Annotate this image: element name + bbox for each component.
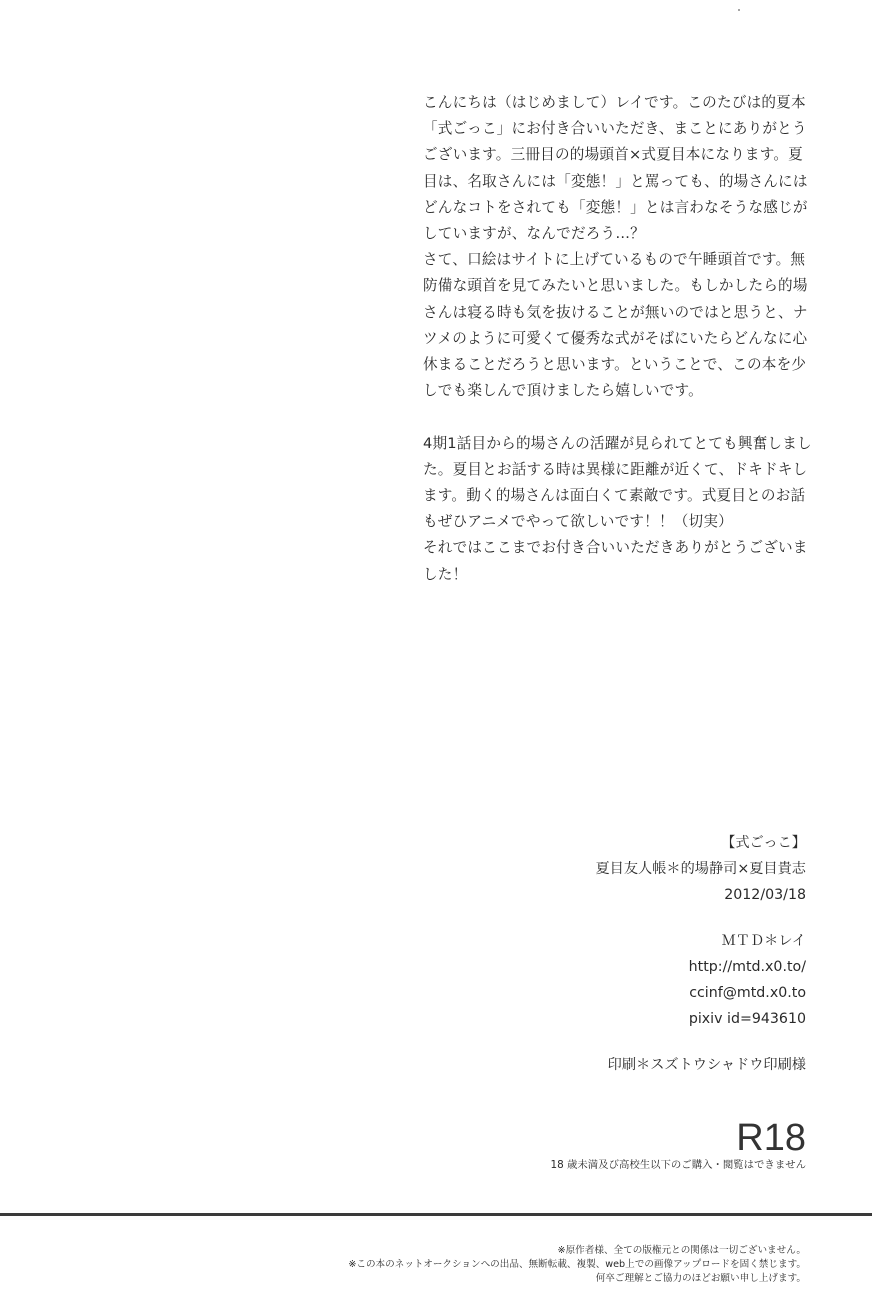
circle-name: ＭＴＤ＊レイ xyxy=(721,933,806,949)
rating-note: 18 歳未満及び高校生以下のご購入・閲覧はできません xyxy=(550,1159,806,1171)
afterword-line: していますが、なんでだろう…？ xyxy=(423,225,645,243)
rating-mark: R18 xyxy=(736,1117,806,1159)
colophon-spacer xyxy=(595,908,806,928)
age-rating xyxy=(550,1118,806,1172)
notice-line: ※この本のネットオークションへの出品、無断転載、複製、web上での画像アップロードを固く禁じます。 xyxy=(348,1259,806,1270)
afterword-line: 4期1話目から的場さんの活躍が見られてとても興奮しまし xyxy=(423,434,812,452)
colophon xyxy=(595,830,806,1078)
paper-speck xyxy=(738,9,740,11)
afterword-line: 目は、名取さんには「変態！」と罵っても、的場さんには xyxy=(423,172,808,190)
afterword-line: こんにちは（はじめまして）レイです。このたびは的夏本 xyxy=(423,94,806,111)
afterword-line: ございます。三冊目の的場頭首×式夏目本になります。夏 xyxy=(423,146,803,164)
afterword-line: さて、口絵はサイトに上げているもので午睡頭首です。無 xyxy=(423,251,806,269)
afterword-line: それではここまでお付き合いいただきありがとうございま xyxy=(423,539,808,557)
publish-date: 2012/03/18 xyxy=(724,887,806,903)
afterword-line: 防備な頭首を見てみたいと思いました。もしかしたら的場 xyxy=(423,277,808,295)
contact-email: ccinf@mtd.x0.to xyxy=(689,985,806,1001)
afterword-line: しでも楽しんで頂けましたら嬉しいです。 xyxy=(423,382,703,400)
afterword-line: さんは寝る時も気を抜けることが無いのではと思うと、ナ xyxy=(423,303,808,321)
afterword-line: た。夏目とお話する時は異様に距離が近くて、ドキドキし xyxy=(423,460,808,478)
afterword-text xyxy=(423,90,815,588)
site-url: http://mtd.x0.to/ xyxy=(688,959,806,975)
pairing-line: 夏目友人帳＊的場静司×夏目貴志 xyxy=(595,861,806,877)
pixiv-id: pixiv id=943610 xyxy=(688,1011,806,1027)
notice-line: ※原作者様、全ての版権元との関係は一切ございません。 xyxy=(557,1245,806,1256)
colophon-spacer xyxy=(595,1032,806,1052)
copyright-notice xyxy=(348,1244,806,1286)
printer-credit: 印刷＊スズトウシャドウ印刷様 xyxy=(607,1057,806,1073)
afterword-line: どんなコトをされても「変態！」とは言わなそうな感じが xyxy=(423,198,808,216)
divider-rule xyxy=(0,1213,872,1216)
afterword-line: もぜひアニメでやって欲しいです！！（切実） xyxy=(423,513,733,531)
afterword-line: 休まることだろうと思います。ということで、この本を少 xyxy=(423,356,807,374)
paragraph-gap xyxy=(423,404,815,430)
afterword-line: ツメのように可愛くて優秀な式がそばにいたらどんなに心 xyxy=(423,329,808,347)
afterword-line: した！ xyxy=(423,565,468,583)
book-title: 【式ごっこ】 xyxy=(721,835,806,851)
afterword-line: 「式ごっこ」にお付き合いいただき、まことにありがとう xyxy=(423,120,807,138)
afterword-line: ます。動く的場さんは面白くて素敵です。式夏目とのお話 xyxy=(423,487,806,505)
notice-line: 何卒ご理解とご協力のほどお願い申し上げます。 xyxy=(595,1273,806,1284)
